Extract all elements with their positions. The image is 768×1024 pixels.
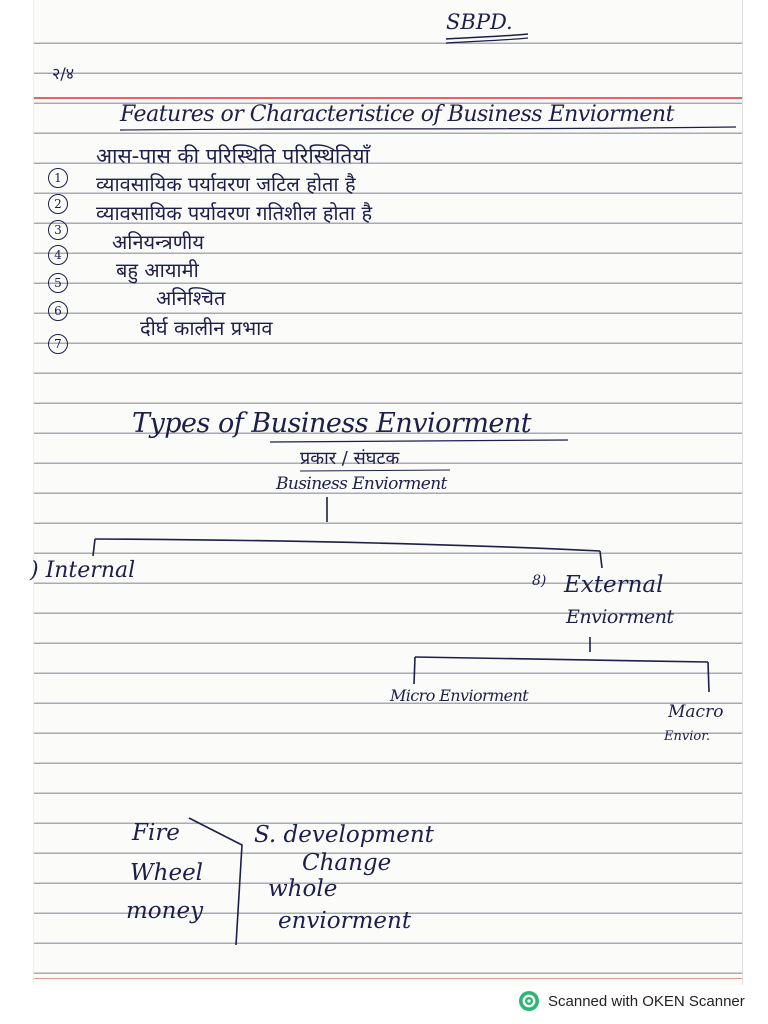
feature-item-2: व्यावसायिक पर्यावरण गतिशील होता है [96,201,373,225]
external-label: External [564,572,664,598]
external-label-line2: Enviorment [566,606,674,628]
feature-item-6: दीर्घ कालीन प्रभाव [140,316,273,340]
scanner-logo-icon [518,990,540,1012]
scanner-footer [518,990,745,1012]
note-right-2: Change [302,850,392,876]
external-number: 8) [532,573,547,589]
note-left-1: Fire [132,820,180,846]
item-number-2: 2 [48,194,68,214]
header-code: SBPD. [446,10,513,34]
item-number-5: 5 [48,273,68,293]
features-title: Features or Characteristice of Business Enviorment [120,102,674,127]
tree-root-label: Business Enviorment [276,474,447,494]
scanner-footer-text: Scanned with OKEN Scanner [548,992,745,1010]
note-right-1: S. development [254,822,434,848]
macro-label-line2: Envior. [664,729,711,744]
types-subtitle: प्रकार / संघटक [300,448,400,469]
note-left-3: money [126,898,204,924]
header-date: २/४ [52,64,75,83]
item-number-3: 3 [48,220,68,240]
features-intro: आस-पास की परिस्थिति परिस्थितियाँ [96,144,370,168]
top-margin-line [34,97,742,99]
internal-label: ) Internal [30,558,136,583]
bottom-margin-line [34,978,742,979]
feature-item-3: अनियन्त्रणीय [112,230,204,254]
macro-label: Macro [668,702,724,722]
note-right-4: enviorment [278,908,412,934]
feature-item-1: व्यावसायिक पर्यावरण जटिल होता है [96,172,356,196]
feature-item-4: बहु आयामी [116,258,199,282]
micro-label: Micro Enviorment [390,686,529,705]
item-number-7: 7 [48,334,68,354]
item-number-4: 4 [48,245,68,265]
note-left-2: Wheel [130,860,204,886]
item-number-6: 6 [48,301,68,321]
feature-item-5: अनिश्चित [156,286,226,310]
item-number-1: 1 [48,168,68,188]
note-right-3: whole [268,876,338,902]
types-title: Types of Business Enviorment [132,408,532,439]
